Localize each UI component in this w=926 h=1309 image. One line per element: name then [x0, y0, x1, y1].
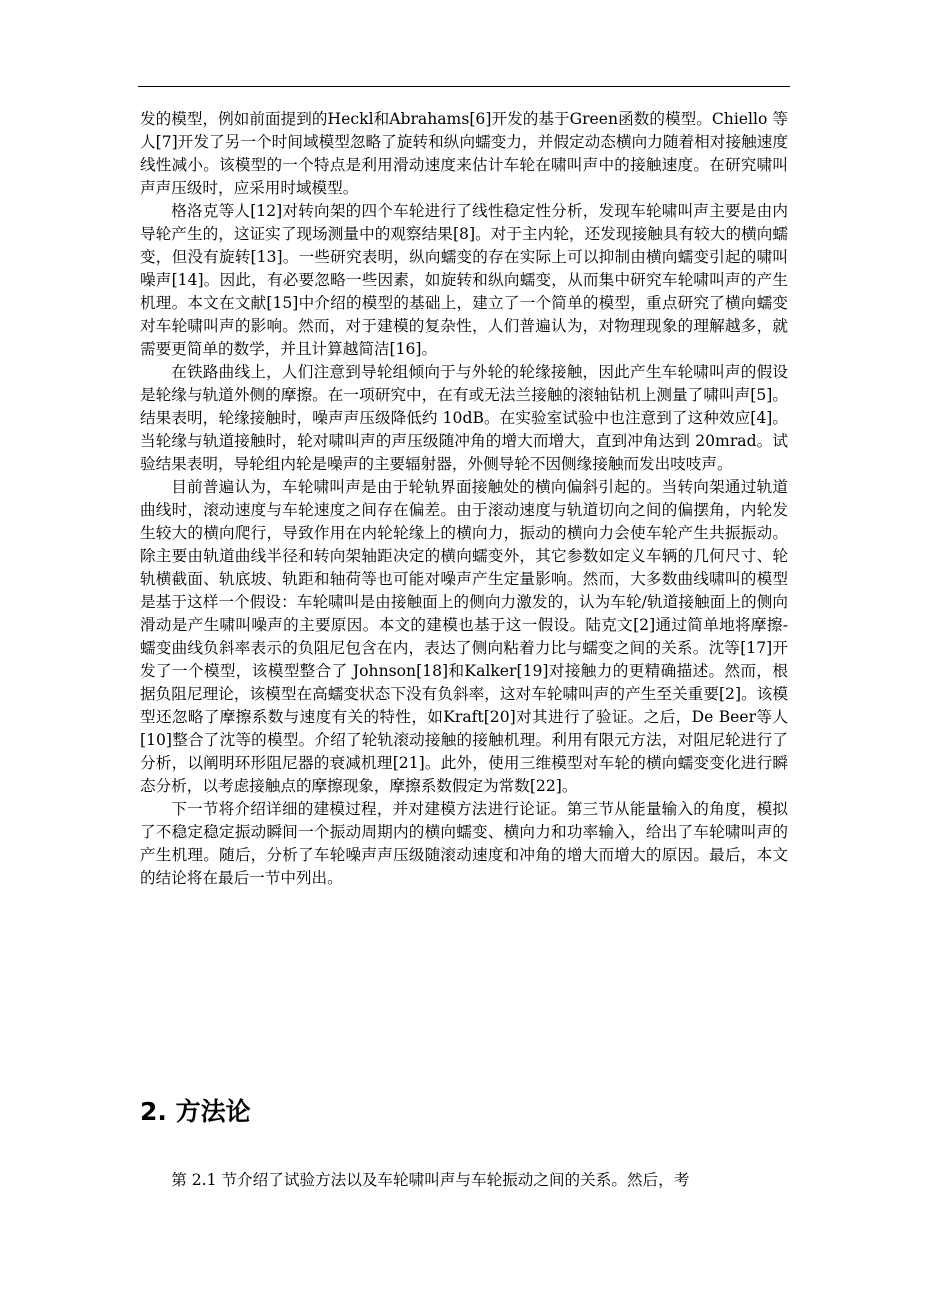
section-intro-paragraph: 第 2.1 节介绍了试验方法以及车轮啸叫声与车轮振动之间的关系。然后，考 [171, 1171, 690, 1189]
paragraph-continued: 发的模型，例如前面提到的Heckl和Abrahams[6]开发的基于Green函数的模型。Chiello 等人[7]开发了另一个时间域模型忽略了旋转和纵向蠕变力，并假定动态横向力随着相对接触速度线性减小。该模型的一个特点是利用滑动速度来估计车轮在啸叫声中的接触速度。在研究啸叫声声压级时，应采用时域模型。 [140, 110, 788, 197]
paragraph-flange-contact: 在铁路曲线上，人们注意到导轮组倾向于与外轮的轮缘接触，因此产生车轮啸叫声的假设是轮缘与轨道外侧的摩擦。在一项研究中，在有或无法兰接触的滚轴钻机上测量了啸叫声[5]。结果表明，轮缘接触时，噪声声压级降低约 10dB。在实验室试验中也注意到了这种效应[4]。当轮缘与轨道接触时，轮对啸叫声的声压级随冲角的增大而增大，直到冲角达到 20mrad。试验结果表明，导轮组内轮是噪声的主要辐射器，外侧导轮不因侧缘接触而发出吱吱声。 [140, 363, 788, 473]
paragraph-lateral-creep: 目前普遍认为，车轮啸叫声是由于轮轨界面接触处的横向偏斜引起的。当转向架通过轨道曲线时，滚动速度与车轮速度之间存在偏差。由于滚动速度与轨道切向之间的偏摆角，内轮发生较大的横向爬行，导致作用在内轮轮缘上的横向力，振动的横向力会使车轮产生共振振动。除主要由轨道曲线半径和转向架轴距决定的横向蠕变外，其它参数如定义车辆的几何尺寸、轮轨横截面、轨底坡、轨距和轴荷等也可能对噪声产生定量影响。然而，大多数曲线啸叫的模型是基于这样一个假设：车轮啸叫是由接触面上的侧向力激发的，认为车轮/轨道接触面上的侧向滑动是产生啸叫噪声的主要原因。本文的建模也基于这一假设。陆克文[2]通过简单地将摩擦-蠕变曲线负斜率表示的负阻尼包含在内，表达了侧向粘着力比与蠕变之间的关系。沈等[17]开发了一个模型，该模型整合了 Johnson[18]和Kalker[19]对接触力的更精确描述。然而，根据负阻尼理论，该模型在高蠕变状态下没有负斜率，这对车轮啸叫声的产生至关重要[2]。该模型还忽略了摩擦系数与速度有关的特性，如Kraft[20]对其进行了验证。之后，De Beer等人[10]整合了沈等的模型。介绍了轮轨滚动接触的接触机理。利用有限元方法，对阻尼轮进行了分析，以阐明环形阻尼器的衰减机理[21]。此外，使用三维模型对车轮的横向蠕变变化进行瞬态分析，以考虑接触点的摩擦现象，摩擦系数假定为常数[22]。 [140, 478, 788, 795]
section-body [140, 1169, 788, 1192]
paragraph-gloeckl-stability: 格洛克等人[12]对转向架的四个车轮进行了线性稳定性分析，发现车轮啸叫声主要是由内导轮产生的，这证实了现场测量中的观察结果[8]。对于主内轮，还发现接触具有较大的横向蠕变，但没有旋转[13]。一些研究表明，纵向蠕变的存在实际上可以抑制由横向蠕变引起的啸叫噪声[14]。因此，有必要忽略一些因素，如旋转和纵向蠕变，从而集中研究车轮啸叫声的产生机理。本文在文献[15]中介绍的模型的基础上，建立了一个简单的模型，重点研究了横向蠕变对车轮啸叫声的影响。然而，对于建模的复杂性，人们普遍认为，对物理现象的理解越多，就需要更简单的数学，并且计算越简洁[16]。 [140, 202, 788, 358]
body-text [140, 108, 788, 890]
paragraph-outline: 下一节将介绍详细的建模过程，并对建模方法进行论证。第三节从能量输入的角度，模拟了不稳定稳定振动瞬间一个振动周期内的横向蠕变、横向力和功率输入，给出了车轮啸叫声的产生机理。随后，分析了车轮噪声声压级随滚动速度和冲角的增大而增大的原因。最后，本文的结论将在最后一节中列出。 [140, 800, 788, 887]
header-rule [138, 86, 790, 87]
section-heading: 2. 方法论 [140, 1097, 251, 1126]
